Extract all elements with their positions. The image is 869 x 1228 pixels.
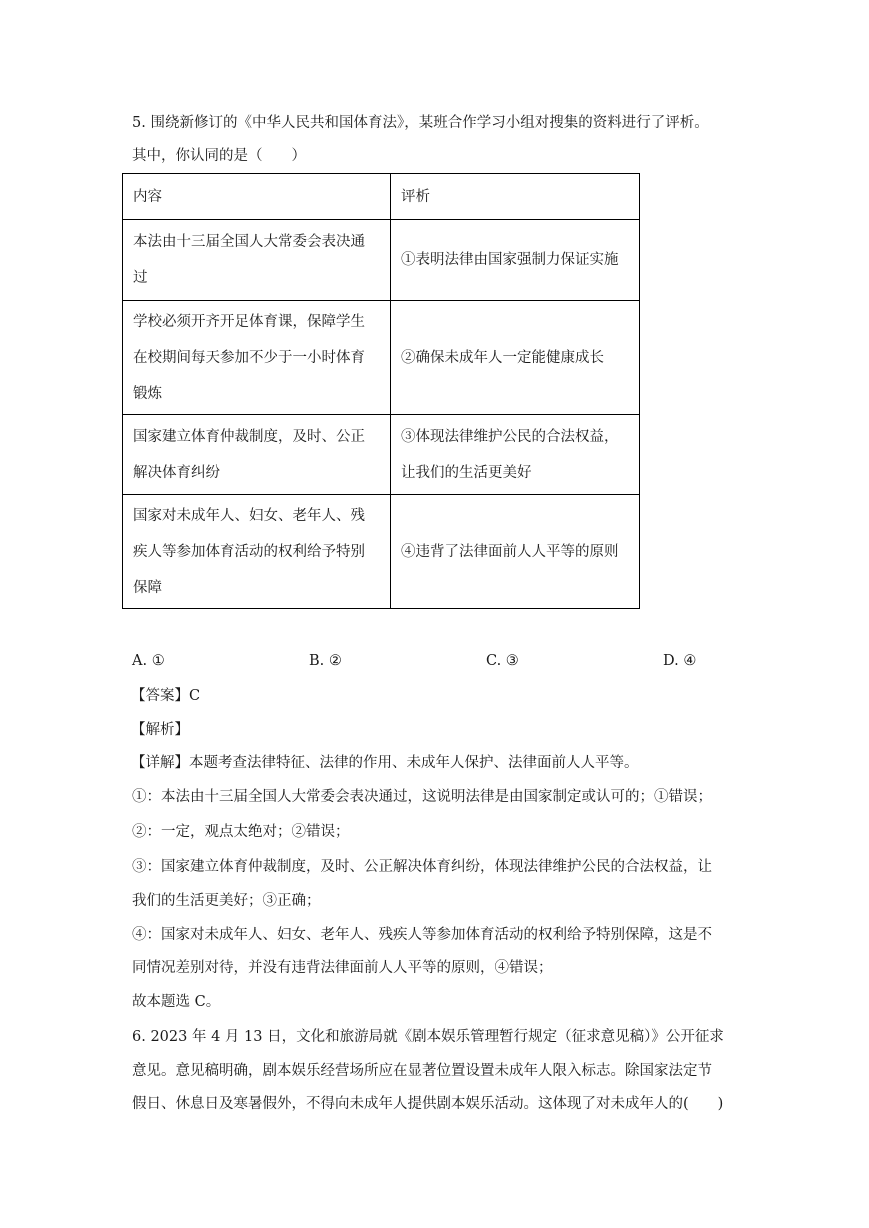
- cell-line: 过: [133, 270, 148, 286]
- table-cell-content: [123, 415, 391, 495]
- table-cell-content: [123, 301, 391, 415]
- cell-line: ③体现法律维护公民的合法权益，: [401, 428, 619, 445]
- detail-line: ③：国家建立体育仲裁制度，及时、公正解决体育纠纷，体现法律维护公民的合法权益，让: [132, 859, 712, 875]
- cell-line: 保障: [133, 579, 162, 596]
- table-cell-analysis: [391, 301, 640, 415]
- table-header-cell: 内容: [123, 174, 391, 220]
- detail-line: ①：本法由十三届全国人大常委会表决通过，这说明法律是由国家制定或认可的；①错误；: [132, 789, 712, 805]
- cell-line: ②确保未成年人一定能健康成长: [401, 349, 604, 366]
- cell-line: ①表明法律由国家强制力保证实施: [401, 252, 619, 268]
- q5-table: [122, 173, 640, 609]
- option-a: A. ①: [132, 653, 165, 669]
- option-b: B. ②: [309, 653, 342, 669]
- q6-stem-line: 假日、休息日及寒暑假外，不得向未成年人提供剧本娱乐活动。这体现了对未成年人的( ): [132, 1096, 724, 1112]
- table-cell-analysis: [391, 220, 640, 301]
- table-header-cell: 评析: [391, 174, 640, 220]
- cell-line: 学校必须开齐开足体育课，保障学生: [133, 313, 365, 330]
- cell-line: 国家对未成年人、妇女、老年人、残: [133, 507, 365, 524]
- cell-line: 在校期间每天参加不少于一小时体育: [133, 349, 365, 366]
- option-c: C. ③: [486, 653, 519, 669]
- option-d: D. ④: [663, 653, 697, 669]
- table-cell-analysis: [391, 415, 640, 495]
- detail-line: 【详解】本题考查法律特征、法律的作用、未成年人保护、法律面前人人平等。: [131, 755, 639, 771]
- q5-stem-line-1: 5. 围绕新修订的《中华人民共和国体育法》，某班合作学习小组对搜集的资料进行了评析。: [132, 115, 709, 131]
- detail-line: ④：国家对未成年人、妇女、老年人、残疾人等参加体育活动的权利给予特别保障，这是不: [132, 927, 712, 943]
- table-row: [123, 415, 640, 495]
- q6-stem-line: 意见。意见稿明确，剧本娱乐经营场所应在显著位置设置未成年人限入标志。除国家法定节: [132, 1063, 712, 1079]
- analysis-heading: 【解析】: [131, 722, 189, 738]
- cell-line: ④违背了法律面前人人平等的原则: [401, 543, 619, 560]
- detail-line: ②：一定，观点太绝对；②错误；: [132, 824, 350, 840]
- table-row: [123, 220, 640, 301]
- table-row: [123, 301, 640, 415]
- detail-line: 同情况差别对待，并没有违背法律面前人人平等的原则，④错误；: [132, 960, 553, 976]
- table-row: [123, 495, 640, 609]
- table-cell-analysis: [391, 495, 640, 609]
- cell-line: 锻炼: [133, 385, 162, 402]
- detail-line: 故本题选 C。: [132, 994, 221, 1010]
- table-cell-content: [123, 220, 391, 301]
- q5-stem-line-2: 其中，你认同的是（ ）: [132, 148, 306, 164]
- detail-line: 我们的生活更美好；③正确；: [132, 893, 321, 909]
- cell-line: 疾人等参加体育活动的权利给予特别: [133, 543, 365, 560]
- answer-line: 【答案】C: [131, 688, 201, 704]
- q6-stem-line: 6. 2023 年 4 月 13 日，文化和旅游局就《剧本娱乐管理暂行规定（征求意见稿）》公开征求: [132, 1029, 724, 1045]
- cell-line: 解决体育纠纷: [133, 464, 220, 481]
- table-cell-content: [123, 495, 391, 609]
- cell-line: 本法由十三届全国人大常委会表决通: [133, 234, 365, 250]
- cell-line: 国家建立体育仲裁制度，及时、公正: [133, 428, 365, 445]
- table-header-row: [123, 174, 640, 220]
- cell-line: 让我们的生活更美好: [401, 464, 532, 481]
